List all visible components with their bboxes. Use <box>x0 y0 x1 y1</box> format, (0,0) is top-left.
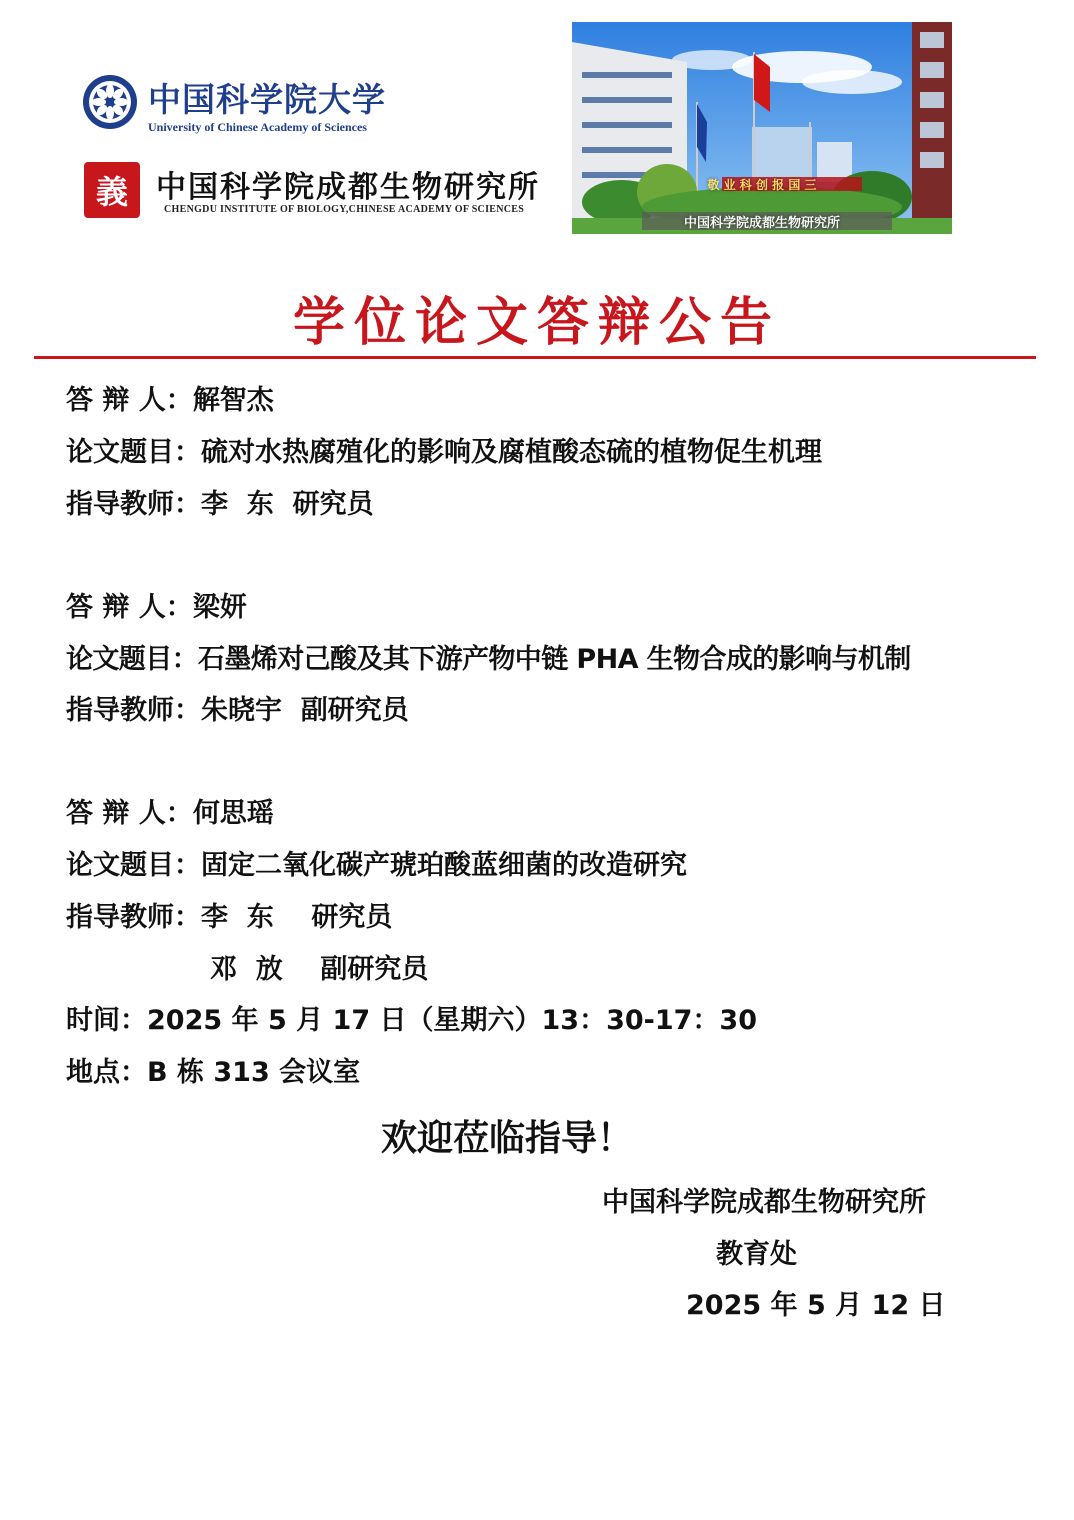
cib-seal-icon <box>84 162 140 218</box>
defense-3-advisor <box>66 895 392 934</box>
defense-1-respondent <box>66 378 274 417</box>
signature-dept: 教育处 <box>716 1239 797 1270</box>
topic-text: 硫对水热腐殖化的影响及腐植酸态硫的植物促生机理 <box>201 437 822 468</box>
cib-seal-char: 義 <box>95 173 128 211</box>
defense-place <box>66 1050 360 1089</box>
advisor-name: 邓 放 副研究员 <box>210 954 429 985</box>
advisor-label: 指导教师： <box>66 695 201 726</box>
defense-time <box>66 998 757 1037</box>
respondent-name: 梁妍 <box>192 592 247 623</box>
respondent-label: 答 辩 人： <box>66 592 193 623</box>
respondent-name: 解智杰 <box>192 385 274 416</box>
cib-name-en: CHENGDU INSTITUTE OF BIOLOGY,CHINESE ACADEMY OF SCIENCES <box>164 204 525 215</box>
signature-date: 2025 年 5 月 12 日 <box>686 1290 946 1321</box>
ucas-emblem-icon <box>82 74 138 130</box>
advisor-name: 朱晓宇 副研究员 <box>201 695 409 726</box>
ucas-name-cn: 中国科学院大学 <box>148 80 386 119</box>
defense-1-topic <box>66 430 822 469</box>
defense-3-respondent <box>66 791 274 830</box>
topic-label: 论文题目： <box>66 850 201 881</box>
place-value: B 栋 313 会议室 <box>147 1057 361 1088</box>
cib-name-cn: 中国科学院成都生物研究所 <box>156 170 540 205</box>
page-title: 学位论文答辩公告 <box>292 292 781 353</box>
defense-2-topic <box>66 637 911 676</box>
defense-2-respondent <box>66 585 247 624</box>
defense-3-topic <box>66 843 687 882</box>
welcome-message: 欢迎莅临指导！ <box>380 1118 633 1159</box>
campus-photo <box>572 22 952 234</box>
defense-3-advisor-2 <box>210 947 428 986</box>
topic-text: 石墨烯对己酸及其下游产物中链 PHA 生物合成的影响与机制 <box>198 644 911 675</box>
topic-text: 固定二氧化碳产琥珀酸蓝细菌的改造研究 <box>201 850 687 881</box>
advisor-label: 指导教师： <box>66 902 201 933</box>
photo-sign-text: 中国科学院成都生物研究所 <box>683 216 840 231</box>
ucas-name-en: University of Chinese Academy of Sciences <box>148 120 367 134</box>
defense-1-advisor <box>66 482 374 521</box>
title-divider <box>34 356 1036 359</box>
place-label: 地点： <box>66 1057 147 1088</box>
signature-org: 中国科学院成都生物研究所 <box>602 1187 926 1218</box>
topic-label: 论文题目： <box>66 644 198 675</box>
advisor-label: 指导教师： <box>66 489 201 520</box>
respondent-label: 答 辩 人： <box>66 385 193 416</box>
topic-label: 论文题目： <box>66 437 201 468</box>
advisor-name: 李 东 研究员 <box>201 902 393 933</box>
time-value: 2025 年 5 月 17 日（星期六）13：30-17：30 <box>147 1005 758 1036</box>
time-label: 时间： <box>66 1005 147 1036</box>
ucas-logo <box>82 72 386 138</box>
defense-2-advisor <box>66 688 409 727</box>
cib-logo <box>84 162 540 220</box>
respondent-label: 答 辩 人： <box>66 798 193 829</box>
respondent-name: 何思瑶 <box>192 798 274 829</box>
photo-banner-text: 敬 业 科 创 报 国 三 <box>707 178 817 192</box>
advisor-name: 李 东 研究员 <box>201 489 374 520</box>
